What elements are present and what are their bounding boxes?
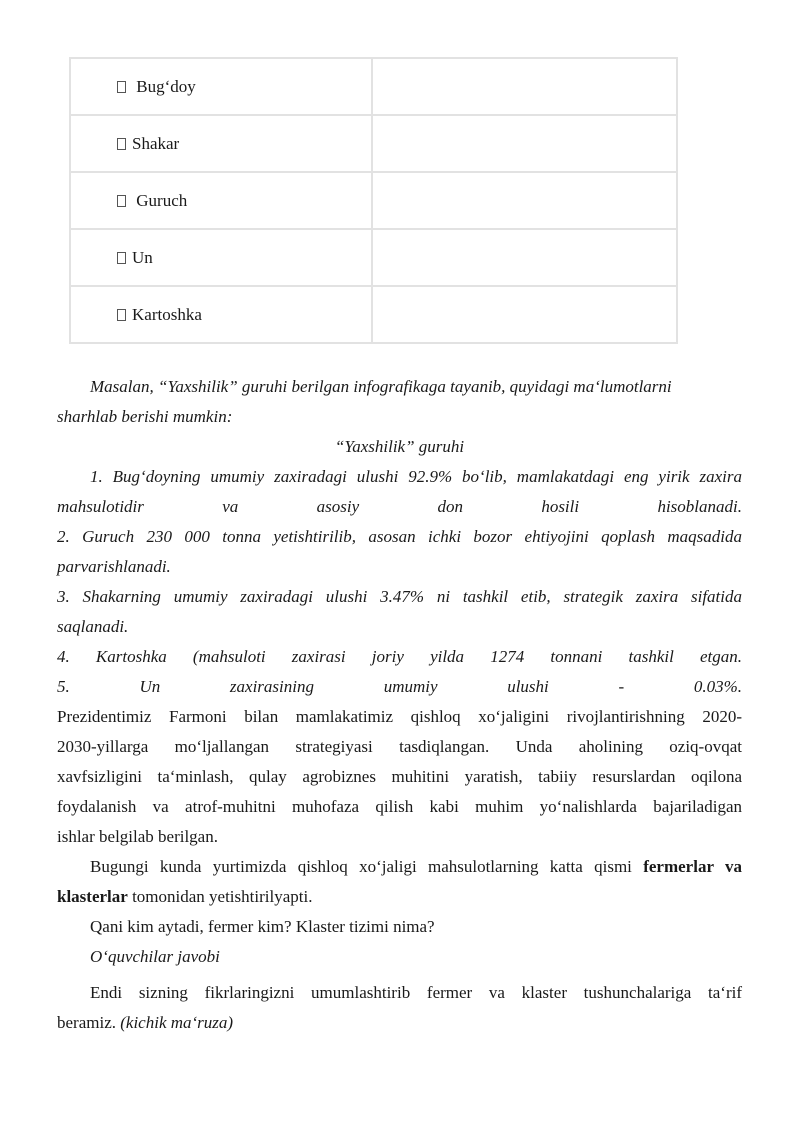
row-label: Un bbox=[132, 247, 153, 267]
item-4: 4. Kartoshka (mahsuloti zaxirasi joriy yilda 1274 tonnani tashkil etgan. bbox=[57, 647, 742, 666]
table-cell-label bbox=[70, 58, 372, 115]
table-cell-value bbox=[372, 115, 677, 172]
item-3-line-2: saqlanadi. bbox=[57, 617, 129, 636]
para1-line-3: xavfsizligini ta‘minlash, qulay agrobiznes muhitini yaratish, tabiiy resurslardan oqilona bbox=[57, 767, 742, 786]
table-cell-label bbox=[70, 172, 372, 229]
checkbox-symbol-icon bbox=[117, 81, 126, 93]
table-cell-value bbox=[372, 172, 677, 229]
item-3-line-1: 3. Shakarning umumiy zaxiradagi ulushi 3.47% ni tashkil etib, strategik zaxira sifatida bbox=[57, 587, 742, 606]
para1-line-2: 2030-yillarga mo‘ljallangan strategiyasi tasdiqlangan. Unda aholining oziq-ovqat bbox=[57, 737, 742, 756]
item-1-line-2: mahsulotidir va asosiy don hosili hisoblanadi. bbox=[57, 497, 742, 516]
table-cell-value bbox=[372, 286, 677, 343]
checkbox-symbol-icon bbox=[117, 138, 126, 150]
para2-line-2 bbox=[57, 887, 742, 907]
row-label: Bug‘doy bbox=[132, 76, 196, 96]
intro-line-1: Masalan, “Yaxshilik” guruhi berilgan infografikaga tayanib, quyidagi ma‘lumotlarni bbox=[90, 377, 672, 396]
question-line: Qani kim aytadi, fermer kim? Klaster tizimi nima? bbox=[90, 917, 435, 936]
row-label: Guruch bbox=[132, 190, 188, 210]
para3-text: beramiz. bbox=[57, 1013, 121, 1032]
para2-text: Bugungi kunda yurtimizda qishloq xo‘jaligi mahsulotlarning katta qismi bbox=[90, 857, 644, 876]
para2-text: tomonidan yetishtirilyapti. bbox=[127, 887, 313, 906]
para2-bold: fermerlar va bbox=[643, 857, 742, 876]
para1-line-1: Prezidentimiz Farmoni bilan mamlakatimiz qishloq xo‘jaligini rivojlantirishning 2020- bbox=[57, 707, 742, 726]
table-cell-label bbox=[70, 229, 372, 286]
para1-line-5: ishlar belgilab berilgan. bbox=[57, 827, 218, 846]
table-row bbox=[70, 58, 677, 115]
table-row bbox=[70, 172, 677, 229]
intro-line-2: sharhlab berishi mumkin: bbox=[57, 407, 233, 426]
row-label: Shakar bbox=[132, 133, 180, 153]
table-cell-label bbox=[70, 115, 372, 172]
para1-line-4: foydalanish va atrof-muhitni muhofaza qilish kabi muhim yo‘nalishlarda bajariladigan bbox=[57, 797, 742, 816]
checkbox-symbol-icon bbox=[117, 252, 126, 264]
para3-line-1: Endi sizning fikrlaringizni umumlashtirib fermer va klaster tushunchalariga ta‘rif bbox=[90, 983, 742, 1002]
item-5: 5. Un zaxirasining umumiy ulushi - 0.03%. bbox=[57, 677, 742, 696]
checkbox-symbol-icon bbox=[117, 195, 126, 207]
products-table bbox=[69, 57, 678, 344]
group-title: “Yaxshilik” guruhi bbox=[334, 437, 465, 456]
row-label: Kartoshka bbox=[132, 304, 202, 324]
table-row bbox=[70, 115, 677, 172]
table-cell-value bbox=[372, 229, 677, 286]
answers-line: O‘quvchilar javobi bbox=[90, 947, 220, 966]
checkbox-symbol-icon bbox=[117, 309, 126, 321]
table-row bbox=[70, 286, 677, 343]
item-1-line-1: 1. Bug‘doyning umumiy zaxiradagi ulushi 92.9% bo‘lib, mamlakatdagi eng yirik zaxira bbox=[90, 467, 742, 486]
para3-italic: (kichik ma‘ruza) bbox=[120, 1013, 234, 1032]
table-cell-label bbox=[70, 286, 372, 343]
item-2-line-1: 2. Guruch 230 000 tonna yetishtirilib, asosan ichki bozor ehtiyojini qoplash maqsadida bbox=[57, 527, 742, 546]
para2-bold: klasterlar bbox=[57, 887, 128, 906]
table-row bbox=[70, 229, 677, 286]
para3-line-2 bbox=[57, 1013, 742, 1033]
para2-line-1 bbox=[90, 857, 742, 877]
table-cell-value bbox=[372, 58, 677, 115]
item-2-line-2: parvarishlanadi. bbox=[57, 557, 171, 576]
